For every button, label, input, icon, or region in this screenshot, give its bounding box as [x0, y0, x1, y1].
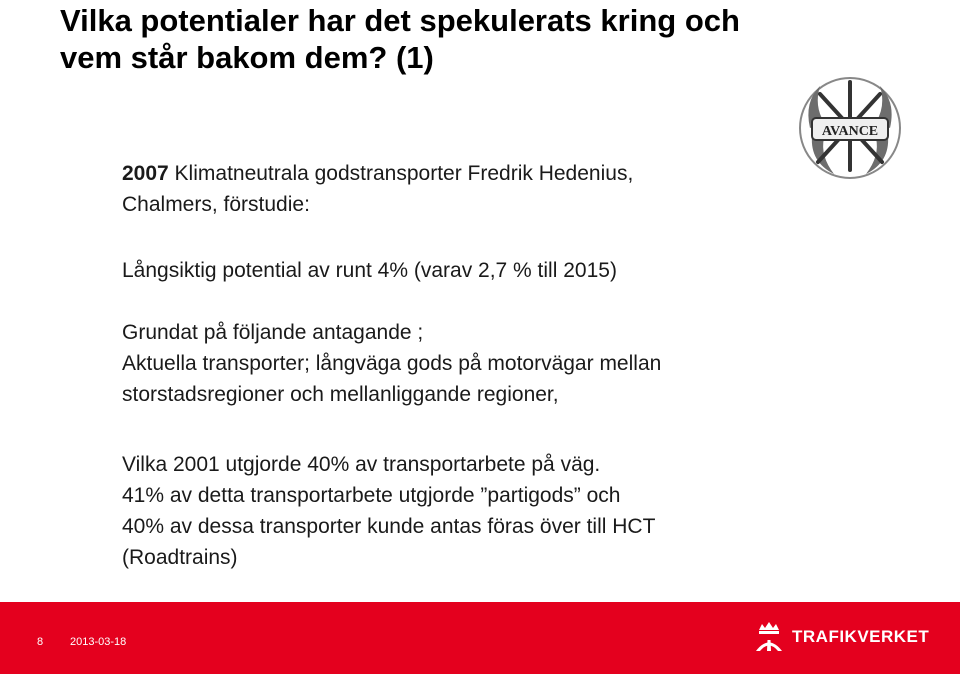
crown-road-icon: [752, 620, 786, 654]
slide-title-line-2: vem står bakom dem? (1): [60, 40, 434, 75]
slide-date: 2013-03-18: [70, 636, 127, 648]
potential-statement: [122, 255, 822, 286]
assumption-paragraph: [122, 317, 822, 410]
conclusion-line: 41% av detta transportarbete utgjorde ”partigods” och: [122, 484, 621, 507]
brand-wordmark: TRAFIKVERKET: [792, 627, 930, 646]
trafikverket-logo: [752, 620, 929, 654]
emblem-motto: AVANCE: [821, 124, 879, 139]
study-year: 2007: [122, 162, 169, 185]
assumption-line: Aktuella transporter; långväga gods på motorvägar mellan: [122, 352, 662, 375]
conclusion-line: (Roadtrains): [122, 546, 238, 569]
study-reference-line-1: [122, 158, 822, 189]
study-title: Klimatneutrala godstransporter Fredrik Hedenius,: [168, 162, 634, 185]
page-number: 8: [37, 636, 44, 648]
slide-title-line-1: Vilka potentialer har det spekulerats kring och: [60, 3, 740, 38]
assumption-line: Grundat på följande antagande ;: [122, 321, 424, 344]
potential-text: Långsiktig potential av runt 4% (varav 2,7 % till 2015): [122, 259, 617, 282]
conclusion-line: Vilka 2001 utgjorde 40% av transportarbete på väg.: [122, 453, 601, 476]
conclusion-paragraph: [122, 449, 822, 573]
slide-footer: [0, 602, 960, 674]
slide-title: [60, 2, 900, 76]
assumption-line: storstadsregioner och mellanliggande regioner,: [122, 383, 559, 406]
conclusion-line: 40% av dessa transporter kunde antas föras över till HCT: [122, 515, 656, 538]
study-reference: [122, 158, 822, 220]
study-reference-line-2: Chalmers, förstudie:: [122, 193, 310, 216]
